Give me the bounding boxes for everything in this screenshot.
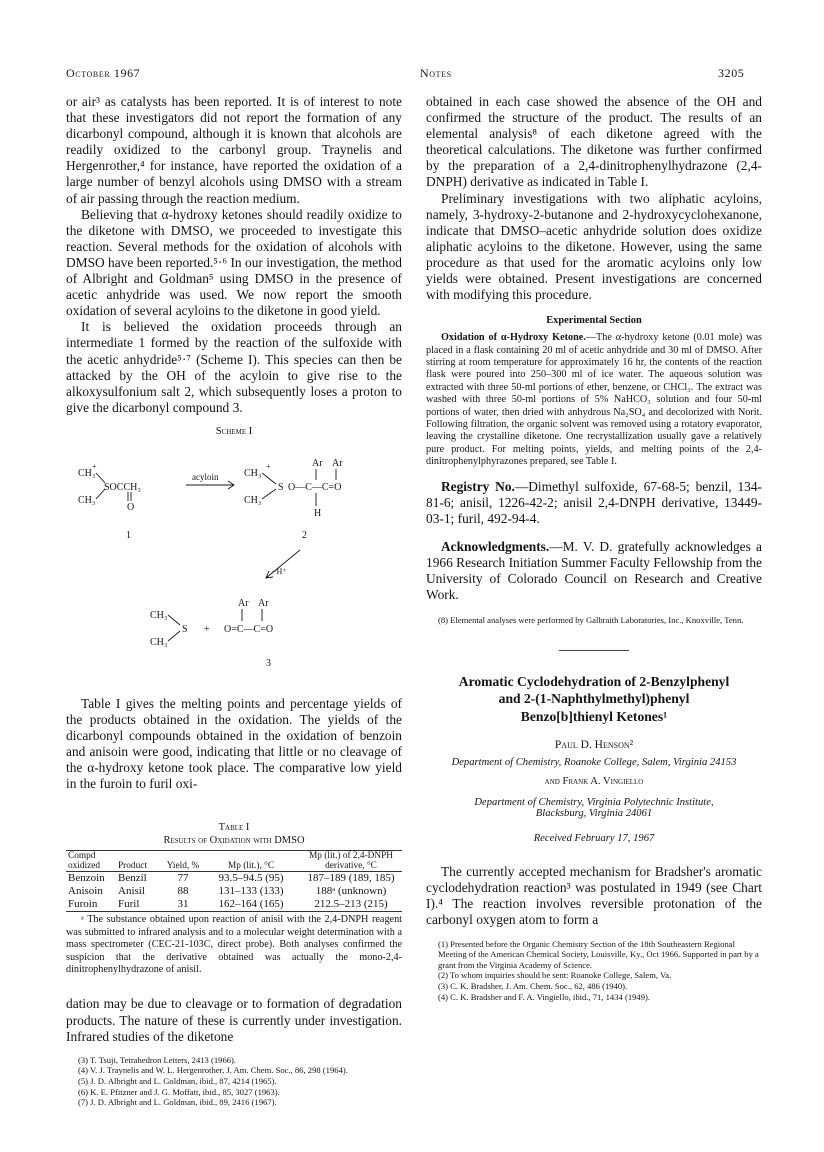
paragraph: Preliminary investigations with two aliphatic acyloins, namely, 3-hydroxy-2-butanone and 2-hydroxycyclohexanone, indicate that DMSO–acetic anhydride solution does oxidize aliphatic acyloins to the diketone. However, using the same procedure as that used for the aromatic acyloins only low yields were obtained. Present investigations are concerned with modifying this procedure. [426, 190, 762, 303]
running-header-date: October 1967 [66, 66, 141, 80]
scheme-text: S [278, 481, 284, 493]
experimental-text: —The α-hydroxy ketone (0.01 mole) was placed in a flask containing 20 ml of acetic anhydride and 30 ml of DMSO. After stirring at room temperature for approximately 16 hr, the contents of the reaction flask were poured into 250–300 ml of ice water. The aqueous solution was extracted with three 50-ml portions of ether, benzene, or CHCl₃. The extract was washed with three 50-ml portions of 5% NaHCO₃ solution and four 50-ml portions of water, then dried with anhydrous Na₂SO₄ and decolorized with Norit. Following filtration, the organic solvent was removed using a rotatory evaporator, leaving the crystalline diketone. One recrystallization usually gave a relatively pure product. For melting points, yields, and melting points of the 2,4-dinitrophenylphyrazones prepared, see Table I. [426, 332, 763, 468]
affiliation-2-line: Blacksburg, Virginia 24061 [535, 808, 653, 820]
scheme-text: Ar [238, 597, 249, 609]
table-header: Yield, % [166, 861, 200, 872]
author-2: and Frank A. Vingiello [544, 776, 644, 788]
paragraph: It is believed the oxidation proceeds through an intermediate 1 formed by the reaction of the sulfoxide with the acetic anhydride⁵·⁷ (Scheme I). This species can then be attacked by the OH of the acyloin to give rise to the alkoxysulfonium salt 2, which subsequently loses a proton to give the dicarbonyl compound 3. [66, 319, 402, 415]
table-row [66, 885, 402, 898]
affiliation-2-line: Department of Chemistry, Virginia Polytechnic Institute, [474, 797, 714, 809]
received-date: Received February 17, 1967 [533, 833, 655, 845]
left-continuation [66, 996, 402, 1044]
table-note: ᵃ The substance obtained upon reaction of anisil with the 2,4-DNPH reagent was submitted to infrared analysis and to a molecular weight determination with a mass spectrometer (CEC-21-103C, direct probe). Both analyses confirmed the suspicion that the derivative obtained was actually the mono-2,4-dinitrophenylhydrazone of anisil. [66, 914, 402, 976]
author-1: Paul D. Henson² [554, 739, 634, 752]
footnote: (3) C. K. Bradsher, J. Am. Chem. Soc., 62, 486 (1940). [438, 980, 628, 991]
paragraph: The currently accepted mechanism for Bradsher's aromatic cyclodehydration reaction³ was postulated in 1949 (see Chart I).⁴ The reaction involves reversible protonation of the carbonyl oxygen atom to form a [426, 864, 762, 928]
article-separator [559, 650, 629, 651]
table-header: Compd oxidized [68, 851, 101, 872]
left-footnotes [66, 1055, 402, 1108]
page-number: 3205 [718, 66, 745, 80]
scheme-text: S [182, 623, 188, 635]
article-title-line: Aromatic Cyclodehydration of 2-Benzylphenyl [458, 673, 730, 689]
acknowledgments-paragraph [426, 539, 762, 603]
scheme-text: CH₃ [150, 609, 168, 621]
table-caption: Results of Oxidation with DMSO [163, 835, 305, 847]
paragraph: dation may be due to cleavage or to formation of degradation products. The nature of these is currently under investigation. Infrared studies of the diketone [66, 996, 402, 1044]
table-cell: 31 [177, 898, 189, 911]
compound-label: 1 [126, 529, 131, 541]
article-title-line: Benzo[b]thienyl Ketones¹ [520, 708, 668, 724]
right-footnote-8 [426, 615, 762, 626]
affiliation-1: Department of Chemistry, Roanoke College, Salem, Virginia 24153 [451, 757, 737, 769]
table-cell: Furoin [68, 898, 98, 911]
table-cell: 188ᵃ (unknown) [315, 885, 387, 898]
scheme-title: Scheme I [215, 425, 253, 437]
table-label: Table I [218, 822, 250, 834]
acknowledgments-section [426, 539, 762, 603]
table-cell: 187–189 (189, 185) [307, 872, 395, 885]
scheme-text: H [314, 507, 322, 519]
article-footnotes [426, 939, 762, 1003]
registry-paragraph [426, 479, 762, 527]
table-cell: Benzil [118, 872, 147, 885]
table-i [66, 822, 402, 976]
left-intro-text [66, 94, 402, 416]
scheme-text: Ar [258, 597, 269, 609]
scheme-text: O [127, 501, 135, 513]
scheme-text: −H⁺ [272, 566, 287, 576]
scheme-text: + [266, 461, 271, 471]
experimental-heading: Experimental Section [546, 315, 642, 327]
table-cell: Benzoin [68, 872, 105, 885]
registry-lead: Registry No. [441, 478, 515, 494]
footnote: (1) Presented before the Organic Chemistry Section of the 18th Southeastern Regional Meeting of the American Chemical Society, Louisville, Ky., Oct 1966. Supported in part by a grant from the Virginia Academy of Science. [438, 938, 759, 970]
table-cell: 212.5–213 (215) [314, 898, 388, 911]
running-header-section: Notes [420, 66, 452, 80]
table-cell: 162–164 (165) [218, 898, 284, 911]
acknowledgments-text: —M. V. D. gratefully acknowledges a 1966 Research Initiation Summer Faculty Fellowship from the University of Colorado Council on Research and Creative Work. [426, 538, 762, 603]
footnote: (6) K. E. Pfitzner and J. G. Moffatt, ibid., 85, 3027 (1963). [78, 1086, 280, 1097]
footnote: (5) J. D. Albright and L. Goldman, ibid., 87, 4214 (1965). [78, 1075, 277, 1086]
table-row [66, 872, 402, 886]
footnote: (8) Elemental analyses were performed by Galbraith Laboratories, Inc., Knoxville, Tenn. [438, 615, 744, 626]
paragraph: Believing that α-hydroxy ketones should readily oxidize to the diketone with DMSO, we proceeded to investigate this reaction. Several methods for the oxidation of alcohols with DMSO have been reported.⁵·⁶ In our investigation, the method of Albright and Goldman⁵ using DMSO in the presence of acetic anhydride was used. We now report the smooth oxidation of several acyloins to the diketone in good yield. [66, 206, 402, 319]
scheme-text: CH₃ [150, 636, 168, 648]
scheme-text: O=C—C=O [224, 623, 274, 635]
scheme-text: CH₃ [244, 494, 262, 506]
footnote: (3) T. Tsuji, Tetrahedron Letters, 2413 (1966). [78, 1054, 237, 1065]
scheme-text: Ar [312, 457, 323, 469]
table-cell: 93.5–94.5 (95) [218, 872, 284, 885]
scheme-text: + [204, 623, 210, 635]
table-header: Mp (lit.), °C [227, 861, 275, 872]
paragraph: or air³ as catalysts has been reported. It is of interest to note that these investigators did not report the formation of any dicarbonyl compound, although it is known that alcohols are readily oxidized to the carbonyl group. Traynelis and Hergenrother,⁴ for instance, have reported the oxidation of a large number of benzyl alcohols using DMSO with a stream of air passing through the reaction medium. [66, 94, 402, 206]
article-title-line: and 2-(1-Naphthylmethyl)phenyl [498, 691, 690, 707]
experimental-section [426, 332, 762, 468]
compound-label: 3 [266, 657, 271, 669]
article-intro [426, 864, 762, 928]
table-cell: 131–133 (133) [218, 885, 284, 898]
footnote: (7) J. D. Albright and L. Goldman, ibid., 89, 2416 (1967). [78, 1097, 277, 1108]
acknowledgments-lead: Acknowledgments. [441, 538, 550, 554]
table-row [66, 898, 402, 912]
right-column [426, 94, 762, 1002]
scheme-i [66, 426, 402, 696]
compound-label: 2 [302, 529, 307, 541]
scheme-text: CH₃ [78, 467, 96, 479]
scheme-text: O—C—C=O [288, 481, 342, 493]
table-header: Mp (lit.) of 2,4-DNPH derivative, °C [309, 851, 393, 872]
article-header [426, 673, 762, 844]
table-cell: 77 [177, 872, 189, 885]
right-intro-text [426, 94, 762, 303]
footnote: (4) C. K. Bradsher and F. A. Vingiello, ibid., 71, 1434 (1949). [438, 991, 651, 1002]
scheme-text: SOCCH₃ [104, 481, 141, 493]
footnote: (4) V. J. Traynelis and W. L. Hergenrother, J. Am. Chem. Soc., 86, 298 (1964). [78, 1065, 348, 1076]
table-cell: Furil [118, 898, 140, 911]
paragraph: obtained in each case showed the absence of the OH and confirmed the structure of the product. The results of an elemental analysis⁸ of each diketone agreed with the theoretical calculations. The diketone was further confirmed by the preparation of a 2,4-dinitrophenylhydrazone (2,4-DNPH) derivative as indicated in Table I. [426, 94, 762, 190]
experimental-lead: Oxidation of α-Hydroxy Ketone. [441, 332, 586, 344]
scheme-text: CH₃ [244, 467, 262, 479]
paragraph: Table I gives the melting points and percentage yields of the products obtained in the oxidation. The yields of the dicarbonyl compounds obtained in the oxidation of benzoin and anisoin were good, indicating that little or no cleavage of the α-hydroxy ketone took place. The comparative low yield in the furoin to furil oxi- [66, 695, 402, 792]
table-header: Product [118, 861, 147, 872]
table-cell: Anisil [118, 885, 145, 898]
reagent-label: acyloin [192, 471, 219, 482]
table-cell: 88 [177, 885, 189, 898]
footnote: (2) To whom inquiries should be sent: Roanoke College, Salem, Va. [438, 970, 672, 981]
results-table [66, 851, 402, 912]
table-footnote [66, 914, 402, 976]
table-cell: Anisoin [68, 885, 103, 898]
registry-text: —Dimethyl sulfoxide, 67-68-5; benzil, 134-81-6; anisil, 1226-42-2; anisil 2,4-DNPH derivative, 13449-03-1; furil, 492-94-4. [426, 478, 762, 526]
registry-section [426, 479, 762, 527]
scheme-diagram [66, 426, 402, 696]
scheme-text: Ar [332, 457, 343, 469]
experimental-paragraph [426, 332, 762, 468]
left-column [66, 94, 402, 1108]
scheme-text: CH₃ [78, 494, 96, 506]
table-intro-text [66, 696, 402, 793]
scheme-text: + [92, 461, 97, 471]
